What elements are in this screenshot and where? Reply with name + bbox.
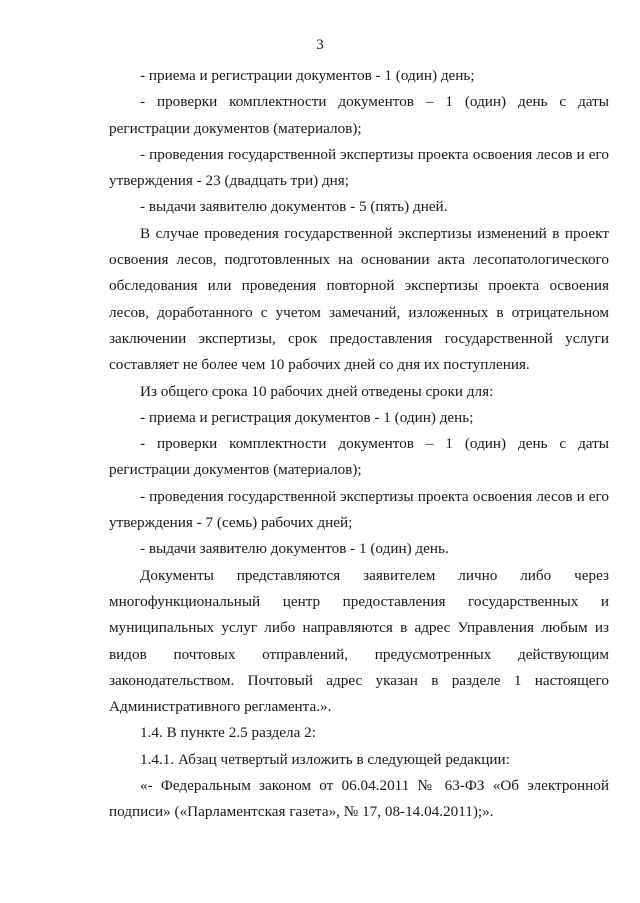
paragraph-completeness-check-2: - проверки комплектности документов – 1 (один) день с даты регистрации документов (материалов); (109, 435, 609, 479)
paragraph-issuance-2: - выдачи заявителю документов - 1 (один) день. (140, 540, 449, 558)
paragraph-submission-methods: Документы представляются заявителем лично либо через многофункциональный центр предоставления государственных и муниципальных услуг либо направляются в адрес Управления любым из видов почтовых отправлений, предусмотренных действующим законодательством. Почтовый адрес указан в разделе 1 настоящего Административного регламента.». (109, 566, 609, 716)
document-body (109, 63, 609, 826)
paragraph-intake-2: - приема и регистрация документов - 1 (один) день; (140, 408, 474, 426)
paragraph-state-expertise-2: - проведения государственной экспертизы проекта освоения лесов и его утверждения - 7 (семь) рабочих дней; (109, 487, 609, 532)
paragraph-intake: - приема и регистрации документов - 1 (один) день; (140, 67, 475, 84)
paragraph-total-term: Из общего срока 10 рабочих дней отведены сроки для: (140, 382, 494, 400)
paragraph-completeness-check: - проверки комплектности документов – 1 (один) день с даты регистрации документов (материалов); (109, 93, 609, 137)
paragraph-item-1-4: 1.4. В пункте 2.5 раздела 2: (140, 724, 316, 742)
paragraph-item-1-4-1: 1.4.1. Абзац четвертый изложить в следующей редакции: (140, 750, 510, 768)
paragraph-state-expertise: - проведения государственной экспертизы проекта освоения лесов и его утверждения - 23 (двадцать три) дня; (109, 145, 609, 190)
paragraph-repeat-expertise: В случае проведения государственной экспертизы изменений в проект освоения лесов, подготовленных на основании акта лесопатологического обследования или проведения повторной экспертизы проекта освоения лесов, доработанного с учетом замечаний, изложенных в отрицательном заключении экспертизы, срок предоставления государственной услуги составляет не более чем 10 рабочих дней со дня их поступления. (109, 224, 609, 374)
paragraph-federal-law-quote: «- Федеральным законом от 06.04.2011 № 63-ФЗ «Об электронной подписи» («Парламентская газета», № 17, 08-14.04.2011);». (109, 777, 609, 821)
page-number: 3 (316, 37, 324, 53)
paragraph-issuance: - выдачи заявителю документов - 5 (пять) дней. (140, 198, 448, 216)
